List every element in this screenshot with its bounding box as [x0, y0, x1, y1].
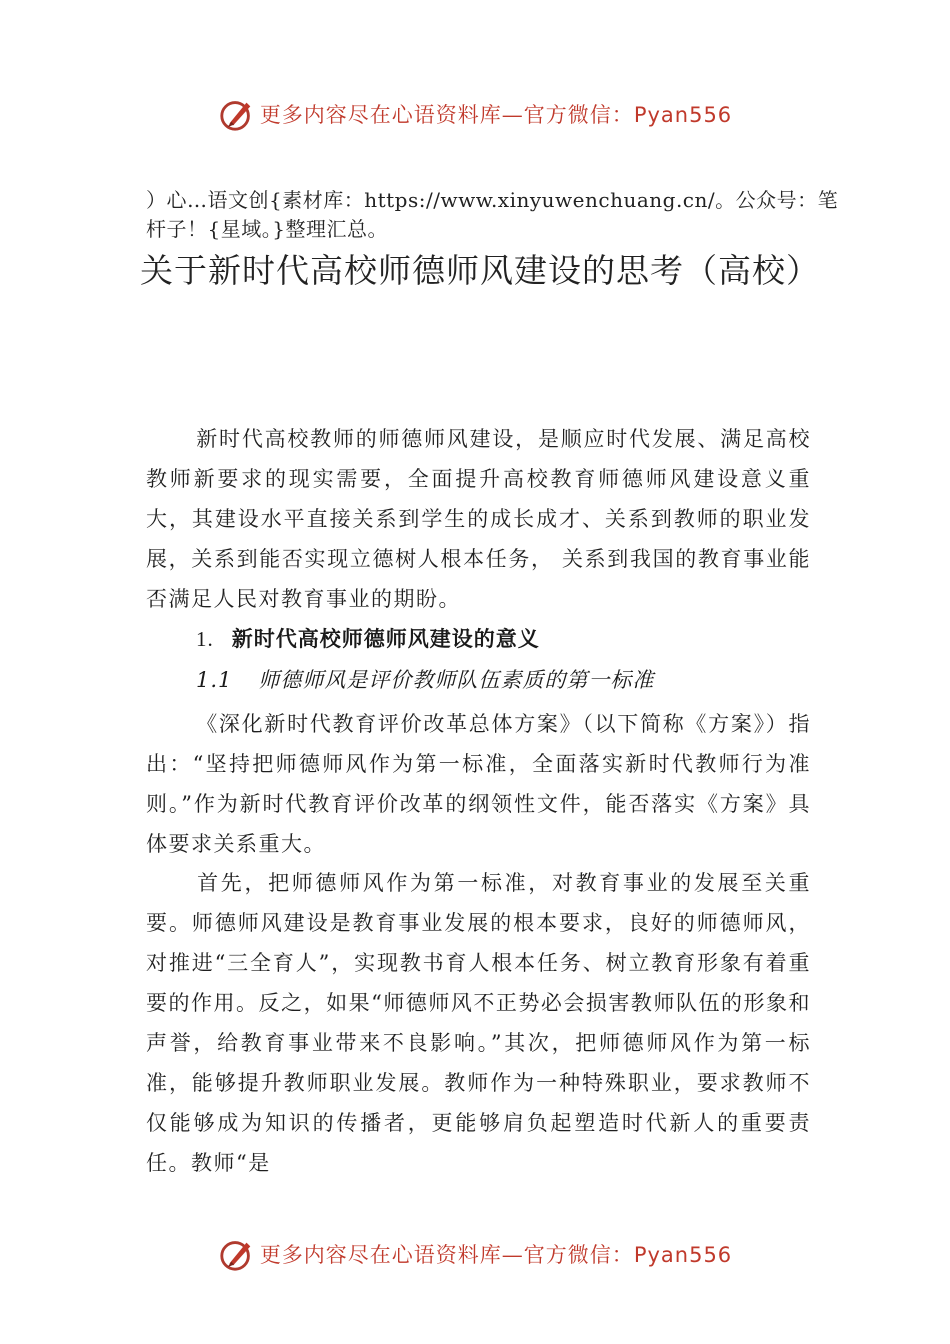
watermark-header — [0, 92, 950, 136]
source-note: ）心…语文创{素材库：https://www.xinyuwenchuang.cn/。公众号：笔杆子！{星域。}整理汇总。 — [146, 188, 839, 241]
section-heading-1: 1. 新时代高校师德师风建设的意义 — [196, 627, 540, 651]
paragraph-plan: 《深化新时代教育评价改革总体方案》（以下简称《方案》）指出：“坚持把师德师风作为第一标准，全面落实新时代教师行为准则。”作为新时代教育评价改革的纲领性文件，能否落实《方案》具体要求关系重大。 — [146, 712, 811, 856]
pen-nib-logo-icon — [218, 95, 256, 133]
pen-nib-logo-icon — [218, 1235, 256, 1273]
watermark-footer — [0, 1232, 950, 1276]
paragraph-intro: 新时代高校教师的师德师风建设，是顺应时代发展、满足高校教师新要求的现实需要，全面提升高校教育师德师风建设意义重大，其建设水平直接关系到学生的成长成才、关系到教师的职业发展，关系到能否实现立德树人根本任务， 关系到我国的教育事业能否满足人民对教育事业的期盼。 — [146, 427, 811, 611]
document-title: 关于新时代高校师德师风建设的思考（高校） — [140, 251, 820, 290]
paragraph-first: 首先，把师德师风作为第一标准，对教育事业的发展至关重要。师德师风建设是教育事业发展的根本要求，良好的师德师风，对推进“三全育人”，实现教书育人根本任务、树立教育形象有着重要的作用。反之，如果“师德师风不正势必会损害教师队伍的形象和声誉，给教育事业带来不良影响。”其次，把师德师风作为第一标准，能够提升教师职业发展。教师作为一种特殊职业，要求教师不仅能够成为知识的传播者，更能够肩负起塑造时代新人的重要责任。教师“是 — [146, 871, 811, 1175]
section-heading-1-1: 1.1 师德师风是评价教师队伍素质的第一标准 — [196, 668, 655, 692]
watermark-text: 更多内容尽在心语资料库—官方微信：Pyan556 — [259, 1243, 733, 1267]
watermark-text: 更多内容尽在心语资料库—官方微信：Pyan556 — [259, 103, 733, 127]
